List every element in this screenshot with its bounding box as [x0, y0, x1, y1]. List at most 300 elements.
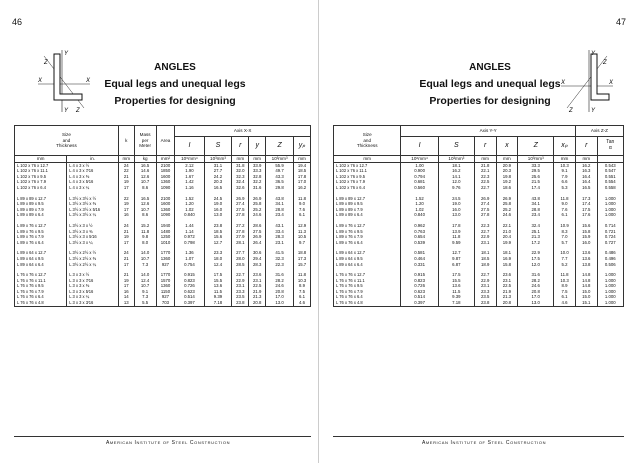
table-cell: 27.8 [232, 212, 249, 218]
table-cell: 9.39 [438, 294, 474, 300]
table-cell: 55.9 [266, 162, 294, 168]
table-cell: 25.8 [496, 201, 518, 207]
table-cell: 15.7 [294, 262, 311, 268]
table-cell: 5.7 [554, 240, 576, 246]
table-cell: 7.9 [554, 174, 576, 180]
table-cell: L 89 x 89 x 6.4 [15, 212, 67, 218]
table-cell: L 3½ x 3½ x ⅜ [67, 201, 119, 207]
table-cell: 9.0 [294, 201, 311, 207]
table-cell: 11.8 [438, 234, 474, 240]
table-cell: 0.724 [597, 234, 623, 240]
table-cell: L 89 x 89 x 9.5 [15, 201, 67, 207]
table-cell: 0.551 [597, 174, 623, 180]
yp-header: yₚ [294, 137, 311, 156]
table-cell: 16.2 [575, 162, 597, 168]
table-cell: 31.8 [232, 162, 249, 168]
y-header: y [249, 137, 266, 156]
unit-Z: 10³mm³ [518, 156, 554, 163]
table-cell: L 89 x 76 x 6.4 [334, 240, 401, 246]
right-page [319, 0, 638, 463]
table-cell: 24 [118, 223, 134, 229]
table-row [15, 300, 311, 306]
table-cell: 0.900 [401, 168, 439, 174]
table-cell: 33.3 [518, 162, 554, 168]
table-cell: L 102 x 76 x 7.9 [334, 179, 401, 185]
table-cell: 1.36 [175, 250, 204, 256]
table-cell: L 76 x 76 x 4.8 [15, 300, 67, 306]
table-cell: L 102 x 76 x 12.7 [334, 162, 401, 168]
table-cell: 8.6 [134, 212, 156, 218]
table-cell: L 102 x 76 x 12.7 [15, 162, 67, 168]
table-cell: 26.9 [232, 196, 249, 202]
table-cell: 23.1 [474, 283, 496, 289]
table-cell: 12.0 [518, 262, 554, 268]
table-cell: 7.3 [134, 294, 156, 300]
mass-header: Mass per Meter [134, 126, 156, 156]
page-subtitle: Equal legs and unequal legs [419, 78, 561, 90]
unit-Z: 10³mm³ [266, 156, 294, 163]
table-cell: 20.4 [496, 234, 518, 240]
unit-I: 10⁶mm⁴ [401, 156, 439, 163]
table-cell: 11.8 [294, 196, 311, 202]
table-cell: 6.87 [438, 262, 474, 268]
footer-text: American Institute of Steel Construction [105, 440, 231, 446]
table-cell: 927 [156, 294, 175, 300]
table-cell: 0.543 [597, 162, 623, 168]
table-cell: 41.5 [266, 250, 294, 256]
area-header: Area [156, 126, 175, 156]
table-cell: L 3½ x 3½ x ¼ [67, 212, 119, 218]
table-cell: 0.623 [401, 289, 439, 295]
table-cell: 0.763 [401, 229, 439, 235]
table-cell: 10.0 [554, 250, 576, 256]
table-cell: 17 [118, 262, 134, 268]
table-cell: 9.39 [204, 294, 232, 300]
table-cell: 21 [118, 229, 134, 235]
table-cell: 33.4 [266, 229, 294, 235]
table-cell: 20.8 [266, 289, 294, 295]
table-cell: 1.000 [597, 201, 623, 207]
table-cell: 16.0 [438, 207, 474, 213]
table-cell: 12.0 [438, 179, 474, 185]
table-cell: 7.0 [554, 234, 576, 240]
tan-alpha-header: Tan α [597, 137, 623, 156]
unit-S: 10³mm³ [204, 156, 232, 163]
table-cell: 28.0 [232, 256, 249, 262]
table-cell: 0.397 [175, 300, 204, 306]
table-cell: L 102 x 76 x 7.9 [15, 179, 67, 185]
table-cell: 15.8 [575, 229, 597, 235]
table-cell: 24.6 [266, 283, 294, 289]
table-cell: 0.754 [175, 262, 204, 268]
table-cell: 19.8 [496, 174, 518, 180]
table-cell: 12.9 [294, 223, 311, 229]
table-cell: 28.5 [232, 262, 249, 268]
table-cell: L 89 x 76 x 6.4 [15, 240, 67, 246]
S-header: S [204, 137, 232, 156]
table-cell: 14.8 [575, 272, 597, 278]
table-cell: 23.3 [474, 289, 496, 295]
S-header: S [438, 137, 474, 156]
table-cell: 17 [118, 240, 134, 246]
table-cell: 9.59 [438, 240, 474, 246]
table-cell: L 76 x 76 x 4.8 [334, 300, 401, 306]
table-cell: 1.90 [175, 168, 204, 174]
table-cell: L 76 x 76 x 11.1 [334, 278, 401, 284]
table-cell: L 102 x 76 x 11.1 [15, 168, 67, 174]
table-cell: 15.2 [134, 223, 156, 229]
table-cell: 32.3 [266, 256, 294, 262]
table-cell: 27.5 [249, 229, 266, 235]
x-axis-label: X [38, 78, 43, 84]
table-cell: 43.8 [266, 196, 294, 202]
table-cell: 0.721 [597, 229, 623, 235]
table-cell: 33.3 [249, 168, 266, 174]
table-cell: L 3 x 3 x ½ [67, 272, 119, 278]
table-cell: L 3½ x 2½ x ½ [67, 250, 119, 256]
table-cell: 19.4 [294, 162, 311, 168]
table-cell: 0.714 [597, 223, 623, 229]
table-cell: 0.581 [401, 250, 439, 256]
table-cell: 0.554 [597, 179, 623, 185]
table-cell: 28.3 [266, 234, 294, 240]
x-axis-label-right: X [86, 78, 91, 84]
table-cell: 29.4 [249, 256, 266, 262]
table-cell: 9.87 [438, 256, 474, 262]
table-cell: 20.3 [204, 179, 232, 185]
table-cell: 30.6 [249, 250, 266, 256]
table-cell: 13.6 [438, 283, 474, 289]
table-cell: 17.3 [294, 256, 311, 262]
table-cell: 1.67 [175, 174, 204, 180]
table-cell: 27.8 [232, 229, 249, 235]
table-cell: 18.9 [474, 262, 496, 268]
table-cell: L 89 x 64 x 9.5 [334, 256, 401, 262]
table-cell: 19 [118, 201, 134, 207]
table-cell: 32.8 [249, 174, 266, 180]
table-cell: 1010 [156, 240, 175, 246]
table-cell: L 76 x 76 x 7.9 [334, 289, 401, 295]
table-cell: 28.1 [232, 240, 249, 246]
z-axis-label-bottom: Z [76, 108, 80, 114]
table-cell: 1.000 [597, 278, 623, 284]
table-cell: 1.000 [597, 283, 623, 289]
table-cell: 0.654 [401, 234, 439, 240]
table-cell: 0.798 [175, 240, 204, 246]
table-cell: 26.4 [249, 240, 266, 246]
table-cell: 15.6 [575, 223, 597, 229]
table-cell: L 102 x 76 x 11.1 [334, 168, 401, 174]
table-cell: L 3½ x 3½ x 5⁄16 [67, 207, 119, 213]
table-cell: 10.3 [294, 278, 311, 284]
table-cell: 27.7 [232, 250, 249, 256]
table-cell: 8.9 [294, 283, 311, 289]
table-cell: 27.4 [232, 201, 249, 207]
table-cell: 1.000 [597, 212, 623, 218]
table-cell: L 102 x 76 x 9.5 [15, 174, 67, 180]
table-cell: 0.915 [401, 272, 439, 278]
table-cell: 9.1 [554, 168, 576, 174]
table-cell: L 89 x 89 x 12.7 [334, 196, 401, 202]
table-cell: 13.6 [575, 250, 597, 256]
table-cell: 5.2 [554, 262, 576, 268]
table-cell: 29.5 [518, 168, 554, 174]
unit-r: mm [232, 156, 249, 163]
table-cell: 22.9 [518, 250, 554, 256]
table-cell: 0.506 [597, 262, 623, 268]
table-cell: 0.962 [401, 223, 439, 229]
table-cell: 4.6 [294, 300, 311, 306]
table-cell: 0.464 [401, 256, 439, 262]
table-cell: 33.9 [249, 162, 266, 168]
table-cell: 24.5 [204, 196, 232, 202]
table-cell: 15.5 [438, 278, 474, 284]
table-cell: 23.6 [249, 272, 266, 278]
table-cell: 24.6 [518, 283, 554, 289]
page-number: 46 [12, 17, 23, 27]
table-cell: 21.3 [518, 234, 554, 240]
table-cell: L 3½ x 3 x ½ [67, 223, 119, 229]
table-cell: 13.8 [575, 262, 597, 268]
table-cell: 0.331 [401, 262, 439, 268]
table-cell: 14.0 [134, 272, 156, 278]
table-cell: 21.9 [249, 289, 266, 295]
table-cell: 11.8 [554, 272, 576, 278]
table-cell: 20.8 [496, 300, 518, 306]
table-cell: L 4 x 3 x ⅜ [67, 174, 119, 180]
table-cell: 34.1 [518, 201, 554, 207]
z-axis-label-bottom: Z [569, 108, 573, 114]
size-header: Size and Thickness [15, 126, 119, 156]
table-cell: L 4 x 3 x ½ [67, 162, 119, 168]
r-header: r [474, 137, 496, 156]
table-cell: 18.1 [496, 250, 518, 256]
table-cell: 23.3 [204, 250, 232, 256]
table-cell: 17.3 [575, 196, 597, 202]
table-cell: 1940 [156, 223, 175, 229]
table-cell: L 3½ x 3 x ⅜ [67, 229, 119, 235]
table-cell: L 76 x 76 x 12.7 [334, 272, 401, 278]
table-cell: 16.4 [575, 179, 597, 185]
table-cell: 12.6 [134, 174, 156, 180]
I-header: I [401, 137, 439, 156]
table-cell: 12.6 [134, 201, 156, 207]
table-cell: 1.000 [597, 196, 623, 202]
table-cell: 1150 [156, 289, 175, 295]
table-cell: 12.7 [438, 250, 474, 256]
y-axis-label: Y [591, 51, 596, 57]
table-cell: 21.3 [249, 294, 266, 300]
unit-in: in. [67, 156, 119, 163]
table-cell: 17 [118, 207, 134, 213]
table-cell: 10.3 [554, 278, 576, 284]
table-cell: 32.2 [249, 179, 266, 185]
table-cell: 23.1 [474, 240, 496, 246]
table-cell: 22.5 [496, 283, 518, 289]
table-cell: L 89 x 76 x 12.7 [15, 223, 67, 229]
table-cell: 23.5 [474, 294, 496, 300]
table-cell: 17.5 [518, 256, 554, 262]
table-cell: 11.8 [294, 272, 311, 278]
table-cell: 0.726 [401, 283, 439, 289]
table-cell: 32.4 [232, 179, 249, 185]
rz-header: r [575, 137, 597, 156]
table-cell: 13.0 [438, 212, 474, 218]
table-cell: 15.6 [204, 234, 232, 240]
table-cell: L 3 x 3 x 5⁄16 [67, 289, 119, 295]
table-cell: 17 [118, 283, 134, 289]
table-cell: 14.6 [134, 168, 156, 174]
table-cell: 20.9 [496, 162, 518, 168]
table-cell: 16 [118, 212, 134, 218]
table-cell: 927 [156, 262, 175, 268]
table-cell: 0.623 [175, 289, 204, 295]
table-cell: 5.3 [554, 185, 576, 191]
y-axis-label-bottom: Y [591, 108, 596, 114]
table-cell: L 76 x 76 x 6.4 [334, 294, 401, 300]
table-cell: 1600 [156, 201, 175, 207]
table-cell: 15.0 [575, 294, 597, 300]
table-cell: 5.5 [134, 300, 156, 306]
table-cell: 13.6 [575, 256, 597, 262]
z-axis-label: Z [603, 60, 607, 66]
unit-x: mm [496, 156, 518, 163]
table-cell: L 89 x 64 x 6.4 [334, 262, 401, 268]
unit-area: mm² [156, 156, 175, 163]
table-cell: L 76 x 76 x 12.7 [15, 272, 67, 278]
table-cell: L 3½ x 3½ x ½ [67, 196, 119, 202]
table-cell: 18.5 [474, 256, 496, 262]
table-cell: 21.5 [518, 179, 554, 185]
table-cell: 13.0 [266, 300, 294, 306]
z-axis-label: Z [44, 60, 48, 66]
table-cell: 31.6 [266, 272, 294, 278]
angle-section-diagram [559, 46, 615, 114]
table-cell: 6.1 [294, 294, 311, 300]
table-cell: 15.9 [575, 234, 597, 240]
table-cell: 19 [118, 179, 134, 185]
table-cell: 0.823 [175, 278, 204, 284]
table-cell: 1.000 [597, 272, 623, 278]
table-cell: 11.8 [554, 196, 576, 202]
footer-text: American Institute of Steel Construction [421, 440, 547, 446]
table-cell: L 102 x 76 x 6.4 [15, 185, 67, 191]
table-cell: 19.2 [496, 179, 518, 185]
table-cell: 28.2 [266, 278, 294, 284]
table-cell: 20.8 [518, 289, 554, 295]
table-cell: 14.1 [438, 174, 474, 180]
table-cell: 8.9 [554, 283, 576, 289]
table-cell: 22.7 [474, 272, 496, 278]
table-cell: 14.0 [134, 250, 156, 256]
table-cell: 32.3 [232, 174, 249, 180]
unit-S: 10³mm³ [438, 156, 474, 163]
table-cell: L 3½ x 3 x ¼ [67, 240, 119, 246]
table-cell: 27.7 [204, 168, 232, 174]
table-cell: 27.5 [474, 207, 496, 213]
table-cell: 25.6 [518, 174, 554, 180]
table-cell: 14 [118, 294, 134, 300]
table-cell: 23.4 [518, 212, 554, 218]
table-cell: 21.0 [496, 229, 518, 235]
table-cell: 0.840 [401, 212, 439, 218]
table-cell: 1.44 [175, 223, 204, 229]
table-cell: 17.8 [438, 223, 474, 229]
table-cell: L 3½ x 2½ x ¼ [67, 262, 119, 268]
table-cell: 32.6 [232, 185, 249, 191]
xp-header: xₚ [554, 137, 576, 156]
table-cell: 16.5 [134, 162, 156, 168]
table-cell: 0.496 [597, 256, 623, 262]
table-cell: 23.1 [496, 278, 518, 284]
table-cell: 17.5 [575, 207, 597, 213]
table-cell: 28.8 [266, 207, 294, 213]
table-cell: L 3 x 3 x 3⁄16 [67, 300, 119, 306]
axis-zz-header: Axis Z-Z [575, 126, 623, 137]
table-cell: 1090 [156, 185, 175, 191]
table-cell: 7.5 [554, 289, 576, 295]
table-cell: L 89 x 64 x 12.7 [15, 250, 67, 256]
table-cell: 19 [118, 234, 134, 240]
unit-tan [597, 156, 623, 163]
table-cell: 0.558 [597, 185, 623, 191]
table-cell: 28.3 [249, 262, 266, 268]
table-cell: 1.52 [175, 196, 204, 202]
x-axis-label-right: X [609, 80, 614, 86]
table-cell: L 89 x 89 x 7.9 [15, 207, 67, 213]
table-cell: 49.7 [266, 168, 294, 174]
table-cell: 18.5 [204, 229, 232, 235]
table-cell: 26.9 [496, 196, 518, 202]
table-cell: L 89 x 76 x 7.9 [15, 234, 67, 240]
table-cell: 7.6 [554, 207, 576, 213]
table-cell: 23.6 [496, 272, 518, 278]
table-cell: 18.1 [474, 250, 496, 256]
table-cell: 21.8 [474, 162, 496, 168]
table-cell: 1.52 [401, 196, 439, 202]
table-cell: 27.4 [474, 201, 496, 207]
table-cell: 19.0 [204, 201, 232, 207]
table-cell: 2100 [156, 162, 175, 168]
table-cell: 4.6 [554, 300, 576, 306]
table-cell: 22.7 [232, 272, 249, 278]
unit-xp: mm [554, 156, 576, 163]
table-cell: 28.2 [518, 278, 554, 284]
table-cell: 28.8 [518, 207, 554, 213]
unit-y: mm [249, 156, 266, 163]
table-cell: 24.2 [204, 174, 232, 180]
table-cell: L 3 x 3 x ¼ [67, 294, 119, 300]
table-cell: 13.6 [204, 283, 232, 289]
table-cell: L 4 x 3 x ¼ [67, 185, 119, 191]
table-cell: 0.547 [597, 168, 623, 174]
y-axis-label: Y [64, 51, 69, 57]
table-cell: 0.514 [401, 294, 439, 300]
table-cell: 22.5 [474, 179, 496, 185]
table-cell: 0.726 [175, 283, 204, 289]
table-cell: 36.5 [266, 179, 294, 185]
table-cell: 21.9 [496, 289, 518, 295]
table-cell: 1360 [156, 179, 175, 185]
table-cell: 12.4 [134, 278, 156, 284]
table-cell: L 89 x 89 x 12.7 [15, 196, 67, 202]
table-cell: 15.0 [575, 289, 597, 295]
table-cell: 1.000 [597, 294, 623, 300]
table-cell: 1600 [156, 174, 175, 180]
table-cell: 12.4 [204, 262, 232, 268]
table-cell: 32.4 [518, 223, 554, 229]
table-cell: 0.915 [175, 272, 204, 278]
